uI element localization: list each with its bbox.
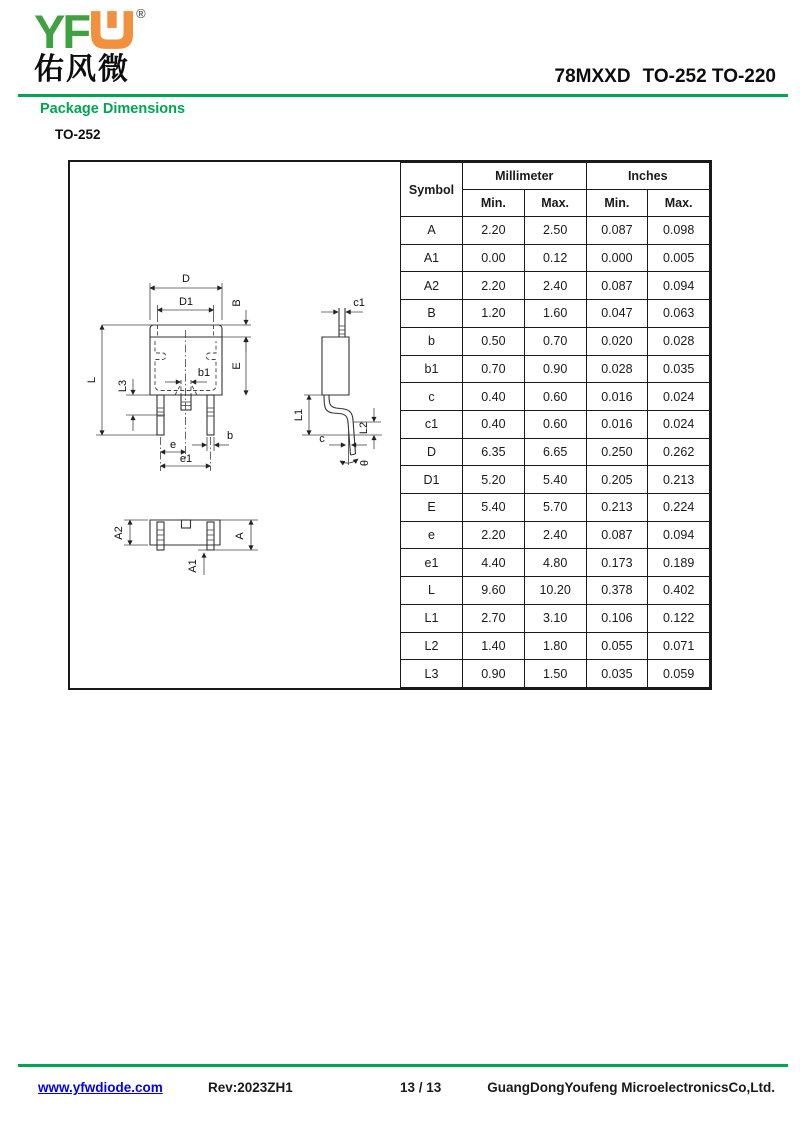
dim-label-B: B [231, 299, 243, 307]
cell-mm-min: 0.70 [463, 355, 525, 383]
cell-in-min: 0.087 [586, 521, 648, 549]
revision-label: Rev:2023ZH1 [208, 1080, 293, 1095]
col-header-millimeter: Millimeter [463, 163, 587, 190]
dim-label-D1: D1 [178, 296, 194, 308]
company-logo [34, 5, 146, 86]
cell-mm-max: 1.50 [524, 660, 586, 688]
cell-mm-min: 1.40 [463, 632, 525, 660]
cell-mm-max: 0.12 [524, 244, 586, 272]
table-row [401, 383, 710, 411]
document-title [555, 66, 776, 88]
logo-yf-text: YF [34, 5, 89, 58]
dim-label-b: b [226, 430, 234, 442]
dim-label-c1: c1 [353, 297, 365, 309]
logo-w-mark-icon [91, 11, 133, 54]
cell-mm-min: 2.20 [463, 217, 525, 245]
cell-mm-min: 0.50 [463, 327, 525, 355]
dim-label-e: e [169, 439, 177, 451]
table-row [401, 438, 710, 466]
cell-in-max: 0.035 [648, 355, 710, 383]
package-types: TO-252 TO-220 [642, 66, 776, 87]
table-row [401, 604, 710, 632]
dim-label-b1: b1 [197, 367, 211, 379]
table-row [401, 577, 710, 605]
cell-mm-min: 0.00 [463, 244, 525, 272]
cell-in-max: 0.189 [648, 549, 710, 577]
cell-mm-max: 5.70 [524, 494, 586, 522]
package-name-label: TO-252 [55, 127, 101, 142]
cell-mm-max: 4.80 [524, 549, 586, 577]
dim-label-E: E [231, 362, 243, 370]
cell-mm-max: 0.60 [524, 383, 586, 411]
table-row [401, 549, 710, 577]
cell-symbol: L [401, 577, 463, 605]
page-number: 13 / 13 [400, 1080, 442, 1095]
col-header-mm-max: Max. [524, 190, 586, 217]
cell-mm-min: 0.40 [463, 383, 525, 411]
cell-in-max: 0.028 [648, 327, 710, 355]
table-row [401, 217, 710, 245]
cell-in-max: 0.024 [648, 383, 710, 411]
dim-label-e1: e1 [179, 453, 193, 465]
col-header-symbol: Symbol [401, 163, 463, 217]
cell-symbol: L2 [401, 632, 463, 660]
section-title: Package Dimensions [40, 101, 186, 117]
bottom-view [113, 520, 258, 575]
dim-label-L3: L3 [117, 379, 129, 393]
cell-symbol: A2 [401, 272, 463, 300]
cell-mm-min: 5.20 [463, 466, 525, 494]
table-row [401, 410, 710, 438]
dim-label-A2: A2 [113, 526, 125, 540]
dim-label-D: D [182, 273, 190, 285]
dim-label-c: c [319, 433, 325, 445]
company-name: GuangDongYoufeng MicroelectronicsCo,Ltd. [487, 1080, 775, 1095]
table-row [401, 494, 710, 522]
cell-in-min: 0.205 [586, 466, 648, 494]
table-row [401, 632, 710, 660]
cell-in-min: 0.213 [586, 494, 648, 522]
cell-in-max: 0.005 [648, 244, 710, 272]
side-view [293, 297, 382, 466]
table-row [401, 466, 710, 494]
package-dimensions-box [68, 160, 712, 690]
cell-mm-min: 9.60 [463, 577, 525, 605]
cell-mm-min: 6.35 [463, 438, 525, 466]
col-header-inches: Inches [586, 163, 710, 190]
cell-mm-min: 2.20 [463, 521, 525, 549]
cell-in-min: 0.047 [586, 300, 648, 328]
package-drawing [70, 162, 400, 688]
table-row [401, 660, 710, 688]
cell-mm-min: 4.40 [463, 549, 525, 577]
col-header-mm-min: Min. [463, 190, 525, 217]
cell-in-max: 0.122 [648, 604, 710, 632]
cell-in-min: 0.087 [586, 272, 648, 300]
table-row [401, 272, 710, 300]
cell-mm-max: 5.40 [524, 466, 586, 494]
cell-in-max: 0.024 [648, 410, 710, 438]
dimensions-table [400, 162, 710, 688]
dim-label-A: A [234, 532, 246, 540]
cell-in-max: 0.224 [648, 494, 710, 522]
dimensions-table-body [401, 217, 710, 688]
cell-in-max: 0.094 [648, 521, 710, 549]
cell-symbol: E [401, 494, 463, 522]
cell-in-min: 0.028 [586, 355, 648, 383]
cell-in-max: 0.402 [648, 577, 710, 605]
cell-in-max: 0.071 [648, 632, 710, 660]
cell-in-min: 0.000 [586, 244, 648, 272]
col-header-in-min: Min. [586, 190, 648, 217]
table-row [401, 327, 710, 355]
footer-divider-line [18, 1064, 788, 1067]
dim-label-L2: L2 [358, 421, 370, 435]
cell-symbol: D1 [401, 466, 463, 494]
cell-in-max: 0.094 [648, 272, 710, 300]
cell-symbol: c1 [401, 410, 463, 438]
cell-mm-min: 5.40 [463, 494, 525, 522]
cell-symbol: e [401, 521, 463, 549]
dim-label-L1: L1 [293, 408, 305, 422]
cell-in-max: 0.262 [648, 438, 710, 466]
cell-symbol: L1 [401, 604, 463, 632]
front-view [86, 273, 251, 471]
table-row [401, 521, 710, 549]
package-drawing-area [70, 162, 400, 688]
cell-mm-max: 0.90 [524, 355, 586, 383]
cell-symbol: c [401, 383, 463, 411]
cell-in-min: 0.016 [586, 410, 648, 438]
cell-in-min: 0.020 [586, 327, 648, 355]
logo-chinese-text: 佑风微 [34, 53, 130, 86]
table-row [401, 355, 710, 383]
cell-mm-max: 10.20 [524, 577, 586, 605]
cell-in-min: 0.250 [586, 438, 648, 466]
cell-symbol: D [401, 438, 463, 466]
cell-in-min: 0.106 [586, 604, 648, 632]
cell-mm-max: 2.40 [524, 521, 586, 549]
cell-mm-max: 3.10 [524, 604, 586, 632]
cell-symbol: B [401, 300, 463, 328]
cell-symbol: b1 [401, 355, 463, 383]
cell-in-max: 0.213 [648, 466, 710, 494]
cell-in-max: 0.059 [648, 660, 710, 688]
dim-label-A1: A1 [187, 559, 199, 573]
cell-mm-min: 0.90 [463, 660, 525, 688]
header-divider-line [18, 94, 788, 97]
cell-in-min: 0.378 [586, 577, 648, 605]
cell-in-min: 0.035 [586, 660, 648, 688]
cell-mm-min: 2.70 [463, 604, 525, 632]
cell-mm-min: 2.20 [463, 272, 525, 300]
cell-mm-max: 1.60 [524, 300, 586, 328]
cell-mm-max: 0.60 [524, 410, 586, 438]
cell-symbol: A [401, 217, 463, 245]
table-row [401, 300, 710, 328]
cell-in-min: 0.055 [586, 632, 648, 660]
cell-mm-max: 2.40 [524, 272, 586, 300]
dim-label-theta: θ [357, 459, 369, 467]
cell-symbol: A1 [401, 244, 463, 272]
col-header-in-max: Max. [648, 190, 710, 217]
dim-label-L: L [86, 376, 98, 384]
cell-in-max: 0.098 [648, 217, 710, 245]
cell-mm-max: 6.65 [524, 438, 586, 466]
cell-mm-max: 2.50 [524, 217, 586, 245]
cell-mm-min: 0.40 [463, 410, 525, 438]
cell-symbol: b [401, 327, 463, 355]
cell-in-min: 0.173 [586, 549, 648, 577]
website-link[interactable]: www.yfwdiode.com [38, 1080, 163, 1095]
cell-mm-max: 1.80 [524, 632, 586, 660]
cell-in-max: 0.063 [648, 300, 710, 328]
table-row [401, 244, 710, 272]
cell-mm-min: 1.20 [463, 300, 525, 328]
cell-symbol: e1 [401, 549, 463, 577]
cell-mm-max: 0.70 [524, 327, 586, 355]
cell-in-min: 0.087 [586, 217, 648, 245]
cell-symbol: L3 [401, 660, 463, 688]
part-number: 78MXXD [554, 66, 631, 87]
cell-in-min: 0.016 [586, 383, 648, 411]
registered-mark: ® [136, 6, 146, 21]
